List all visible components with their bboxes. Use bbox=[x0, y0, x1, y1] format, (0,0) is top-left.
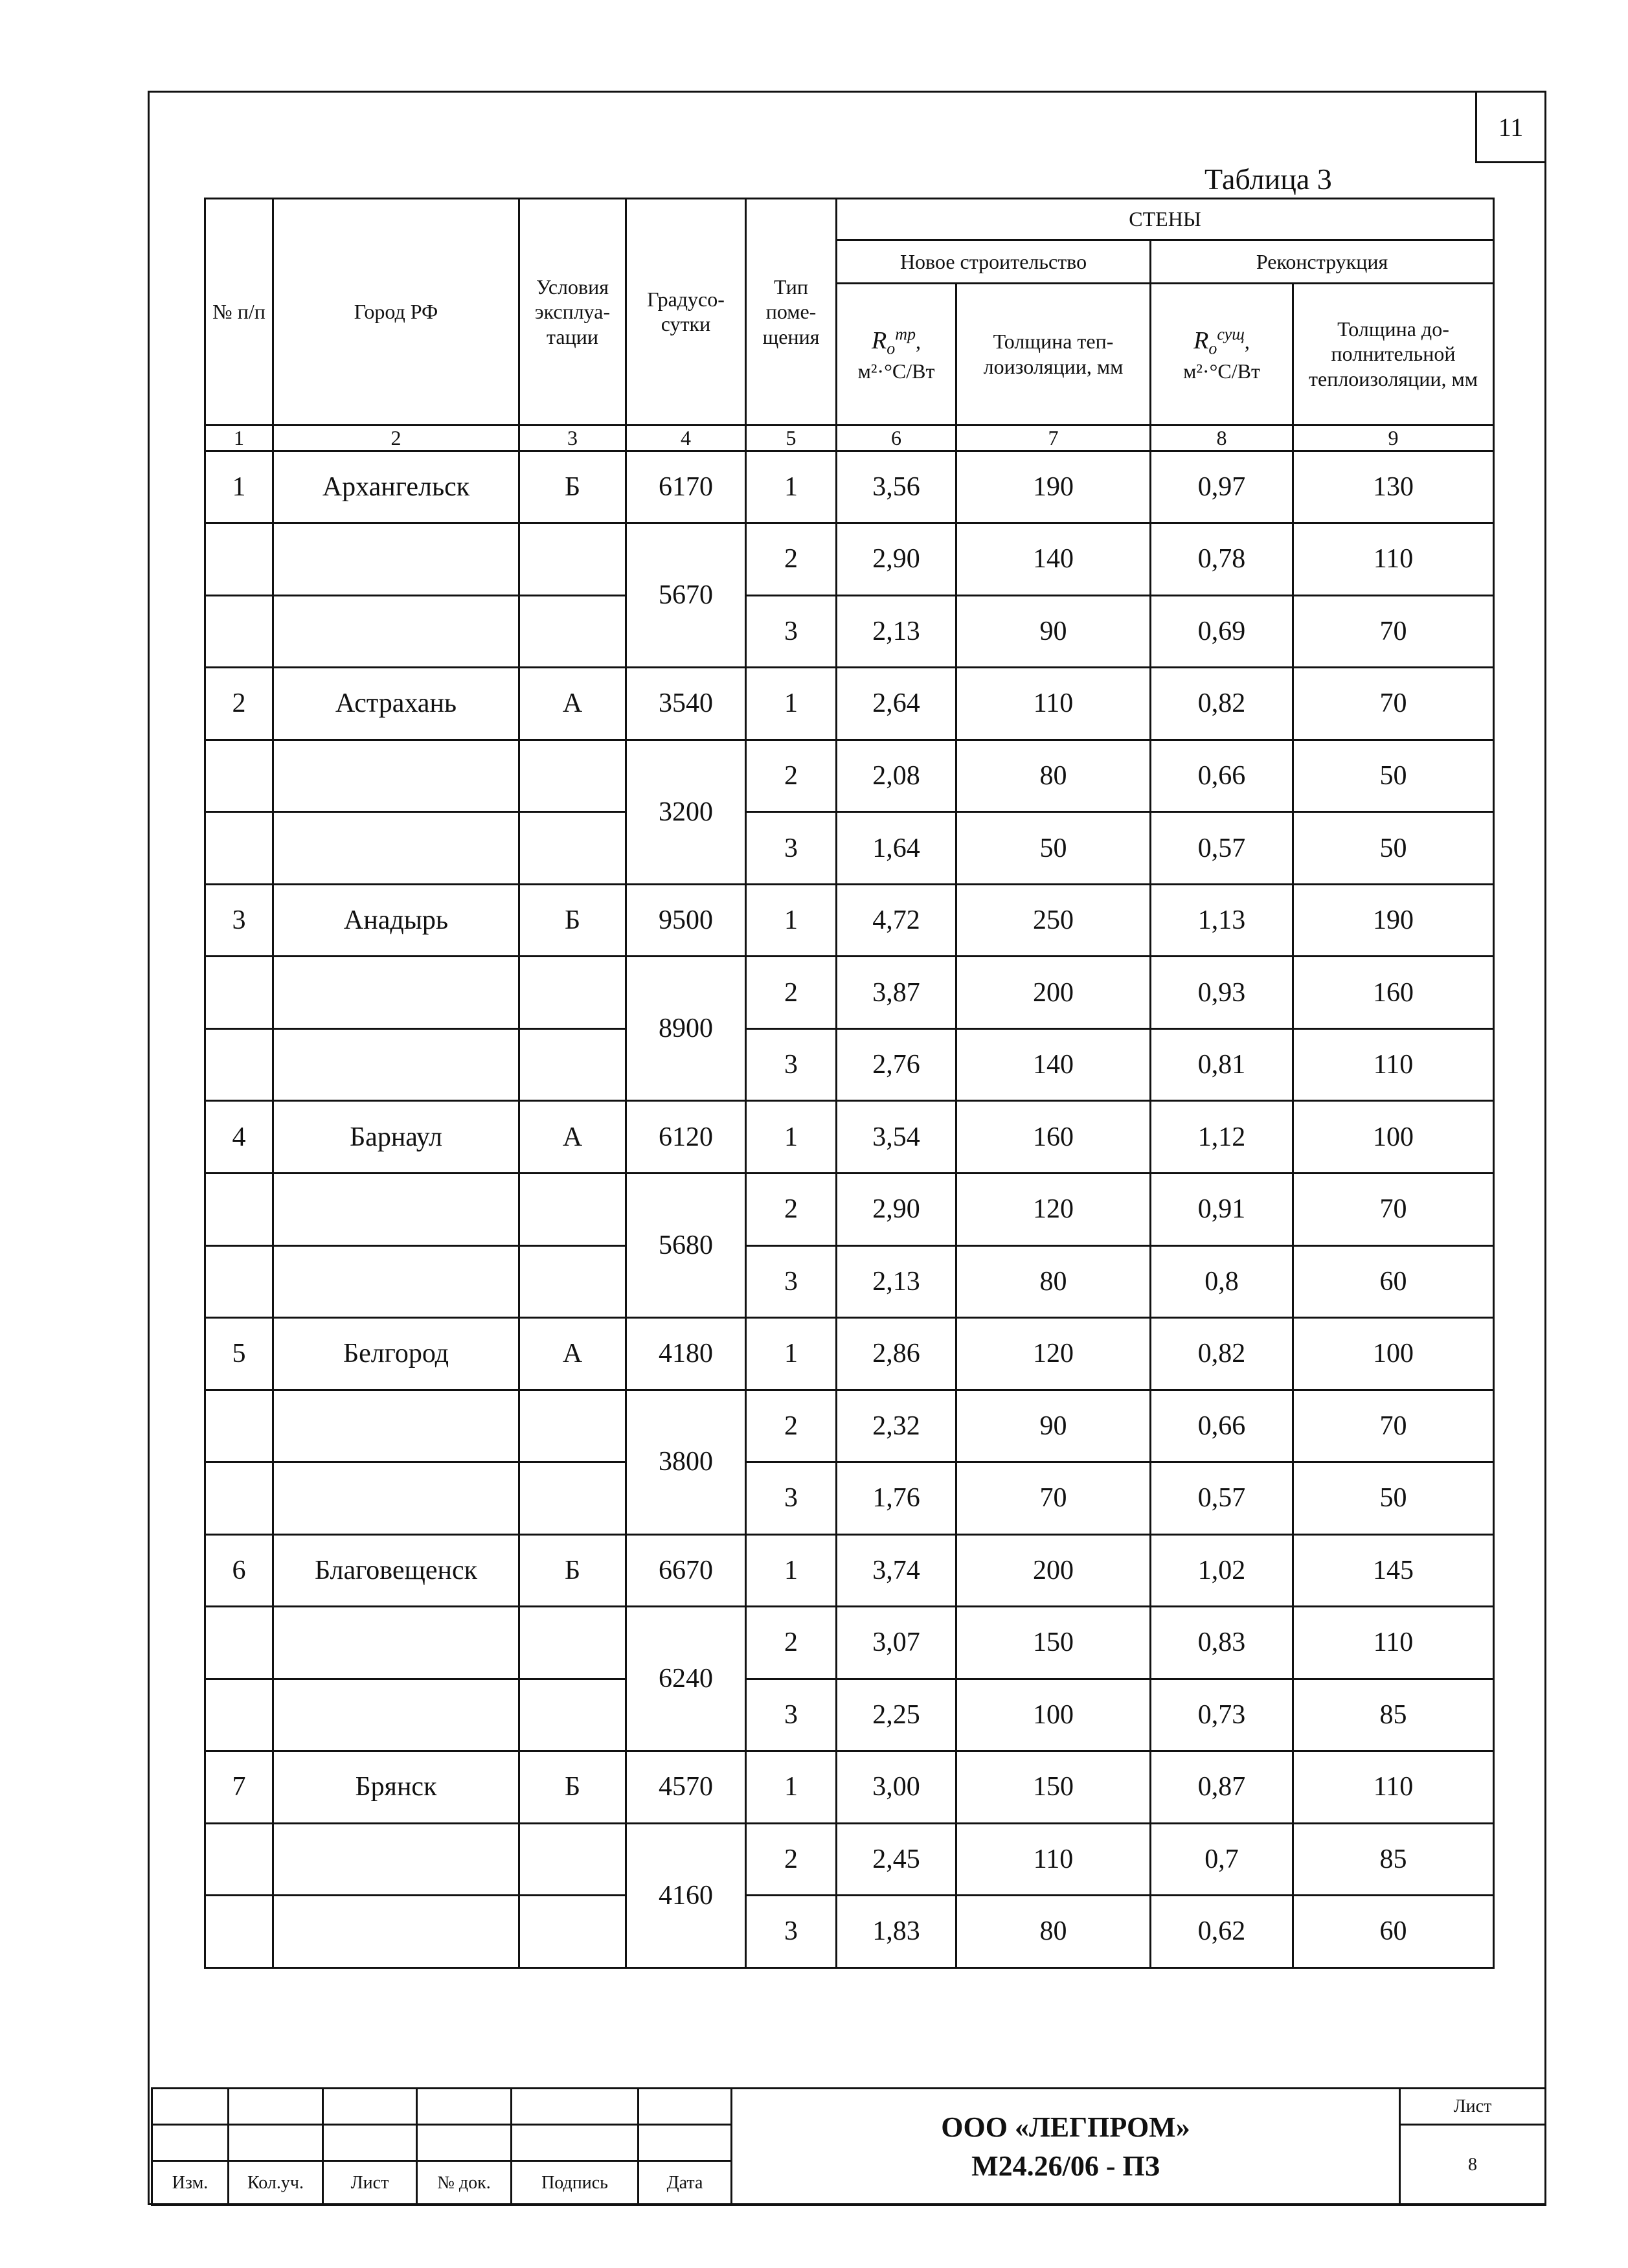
table-caption: Таблица 3 bbox=[1204, 163, 1332, 196]
header-city: Город РФ bbox=[273, 199, 519, 425]
stamp-col-doc: № док. bbox=[417, 2161, 512, 2205]
additional-insulation: 50 bbox=[1293, 1462, 1494, 1535]
empty-cell bbox=[205, 1679, 273, 1751]
empty-cell bbox=[273, 812, 519, 885]
degree-days: 4160 bbox=[626, 1823, 746, 1967]
r-required-value: 3,00 bbox=[837, 1751, 956, 1824]
table-row bbox=[205, 957, 1494, 1029]
empty-cell bbox=[205, 957, 273, 1029]
r-existing-value: 0,82 bbox=[1151, 668, 1293, 740]
room-type: 2 bbox=[746, 957, 837, 1029]
additional-insulation: 110 bbox=[1293, 1028, 1494, 1101]
additional-insulation: 70 bbox=[1293, 668, 1494, 740]
degree-days: 3200 bbox=[626, 740, 746, 884]
empty-cell bbox=[205, 1028, 273, 1101]
city-name: Астрахань bbox=[273, 668, 519, 740]
r-existing-value: 0,7 bbox=[1151, 1823, 1293, 1896]
table-row bbox=[205, 1028, 1494, 1101]
table-row bbox=[205, 1173, 1494, 1245]
r-required-value: 3,54 bbox=[837, 1101, 956, 1174]
city-number: 4 bbox=[205, 1101, 273, 1174]
empty-cell bbox=[519, 1028, 626, 1101]
col-number: 4 bbox=[626, 425, 746, 451]
empty-cell bbox=[273, 1173, 519, 1245]
r-existing-value: 0,8 bbox=[1151, 1245, 1293, 1318]
r-required-value: 3,74 bbox=[837, 1534, 956, 1607]
header-thickness-new: Толщина теп-лоизоляции, мм bbox=[956, 283, 1151, 425]
empty-cell bbox=[205, 740, 273, 812]
additional-insulation: 110 bbox=[1293, 523, 1494, 596]
r-required-value: 3,87 bbox=[837, 957, 956, 1029]
empty-cell bbox=[519, 595, 626, 668]
r-required-value: 4,72 bbox=[837, 884, 956, 957]
empty-cell bbox=[205, 595, 273, 668]
col-number: 8 bbox=[1151, 425, 1293, 451]
operating-conditions: А bbox=[519, 1318, 626, 1390]
r-existing-value: 1,13 bbox=[1151, 884, 1293, 957]
header-conditions: Условия эксплуа-тации bbox=[519, 199, 626, 425]
table-row bbox=[205, 1751, 1494, 1824]
document-code: М24.26/06 - ПЗ bbox=[971, 2149, 1160, 2182]
list-number: 8 bbox=[1400, 2125, 1546, 2205]
city-number: 6 bbox=[205, 1534, 273, 1607]
city-number: 5 bbox=[205, 1318, 273, 1390]
empty-cell bbox=[519, 1245, 626, 1318]
room-type: 2 bbox=[746, 1607, 837, 1679]
room-type: 2 bbox=[746, 1823, 837, 1896]
city-number: 2 bbox=[205, 668, 273, 740]
operating-conditions: Б bbox=[519, 1751, 626, 1824]
r-existing-value: 0,69 bbox=[1151, 595, 1293, 668]
additional-insulation: 110 bbox=[1293, 1751, 1494, 1824]
empty-cell bbox=[273, 1679, 519, 1751]
empty-cell bbox=[273, 1245, 519, 1318]
r-existing-value: 0,78 bbox=[1151, 523, 1293, 596]
table-row bbox=[205, 1245, 1494, 1318]
additional-insulation: 145 bbox=[1293, 1534, 1494, 1607]
table-row bbox=[205, 1896, 1494, 1968]
r-required-value: 2,32 bbox=[837, 1390, 956, 1462]
additional-insulation: 60 bbox=[1293, 1896, 1494, 1968]
table-row bbox=[205, 740, 1494, 812]
empty-cell bbox=[519, 1823, 626, 1896]
city-name: Брянск bbox=[273, 1751, 519, 1824]
header-room-type: Тип поме-щения bbox=[746, 199, 837, 425]
insulation-thickness: 110 bbox=[956, 668, 1151, 740]
col-number: 6 bbox=[837, 425, 956, 451]
room-type: 1 bbox=[746, 1101, 837, 1174]
empty-cell bbox=[519, 1390, 626, 1462]
stamp-col-date: Дата bbox=[639, 2161, 732, 2205]
room-type: 1 bbox=[746, 1751, 837, 1824]
r-existing-value: 1,02 bbox=[1151, 1534, 1293, 1607]
r-required-value: 3,56 bbox=[837, 451, 956, 523]
empty-cell bbox=[273, 1390, 519, 1462]
empty-cell bbox=[273, 1607, 519, 1679]
walls-table bbox=[204, 198, 1495, 1969]
insulation-thickness: 80 bbox=[956, 1245, 1151, 1318]
r-required-value: 2,13 bbox=[837, 595, 956, 668]
degree-days: 4180 bbox=[626, 1318, 746, 1390]
empty-cell bbox=[519, 1679, 626, 1751]
additional-insulation: 50 bbox=[1293, 740, 1494, 812]
room-type: 3 bbox=[746, 595, 837, 668]
city-name: Белгород bbox=[273, 1318, 519, 1390]
col-number: 3 bbox=[519, 425, 626, 451]
r-existing-value: 0,87 bbox=[1151, 1751, 1293, 1824]
room-type: 1 bbox=[746, 668, 837, 740]
header-walls: СТЕНЫ bbox=[837, 199, 1494, 240]
insulation-thickness: 140 bbox=[956, 1028, 1151, 1101]
insulation-thickness: 110 bbox=[956, 1823, 1151, 1896]
stamp-col-kol: Кол.уч. bbox=[229, 2161, 323, 2205]
table-row bbox=[205, 595, 1494, 668]
r-required-value: 1,64 bbox=[837, 812, 956, 885]
room-type: 2 bbox=[746, 1390, 837, 1462]
organization-name: ООО «ЛЕГПРОМ» bbox=[941, 2111, 1190, 2144]
r-existing-value: 0,93 bbox=[1151, 957, 1293, 1029]
list-label: Лист bbox=[1400, 2089, 1546, 2125]
insulation-thickness: 250 bbox=[956, 884, 1151, 957]
r-existing-value: 0,66 bbox=[1151, 1390, 1293, 1462]
operating-conditions: Б bbox=[519, 884, 626, 957]
operating-conditions: А bbox=[519, 1101, 626, 1174]
degree-days: 6240 bbox=[626, 1607, 746, 1751]
additional-insulation: 110 bbox=[1293, 1607, 1494, 1679]
r-existing-value: 1,12 bbox=[1151, 1101, 1293, 1174]
insulation-thickness: 120 bbox=[956, 1318, 1151, 1390]
table-row bbox=[205, 812, 1494, 885]
r-required-value: 2,08 bbox=[837, 740, 956, 812]
r-required-value: 2,25 bbox=[837, 1679, 956, 1751]
room-type: 3 bbox=[746, 1462, 837, 1535]
room-type: 3 bbox=[746, 1679, 837, 1751]
empty-cell bbox=[519, 1462, 626, 1535]
stamp-col-izm: Изм. bbox=[152, 2161, 229, 2205]
empty-cell bbox=[519, 1607, 626, 1679]
header-reconstruction: Реконструкция bbox=[1151, 240, 1494, 283]
r-required-value: 2,13 bbox=[837, 1245, 956, 1318]
additional-insulation: 130 bbox=[1293, 451, 1494, 523]
additional-insulation: 50 bbox=[1293, 812, 1494, 885]
insulation-thickness: 150 bbox=[956, 1607, 1151, 1679]
additional-insulation: 70 bbox=[1293, 595, 1494, 668]
empty-cell bbox=[519, 957, 626, 1029]
room-type: 3 bbox=[746, 812, 837, 885]
empty-cell bbox=[273, 740, 519, 812]
r-existing-value: 0,81 bbox=[1151, 1028, 1293, 1101]
r-existing-value: 0,57 bbox=[1151, 1462, 1293, 1535]
additional-insulation: 190 bbox=[1293, 884, 1494, 957]
insulation-thickness: 70 bbox=[956, 1462, 1151, 1535]
city-name: Благовещенск bbox=[273, 1534, 519, 1607]
degree-days: 5670 bbox=[626, 523, 746, 668]
r-required-value: 1,83 bbox=[837, 1896, 956, 1968]
header-new-construction: Новое строительство bbox=[837, 240, 1151, 283]
insulation-thickness: 80 bbox=[956, 740, 1151, 812]
col-number: 5 bbox=[746, 425, 837, 451]
header-degree-days: Градусо-сутки bbox=[626, 199, 746, 425]
empty-cell bbox=[273, 1823, 519, 1896]
r-required-value: 3,07 bbox=[837, 1607, 956, 1679]
room-type: 2 bbox=[746, 740, 837, 812]
r-existing-value: 0,91 bbox=[1151, 1173, 1293, 1245]
degree-days: 6120 bbox=[626, 1101, 746, 1174]
table-row bbox=[205, 1534, 1494, 1607]
empty-cell bbox=[273, 1462, 519, 1535]
degree-days: 5680 bbox=[626, 1173, 746, 1317]
additional-insulation: 100 bbox=[1293, 1101, 1494, 1174]
r-existing-value: 0,83 bbox=[1151, 1607, 1293, 1679]
city-name: Архангельск bbox=[273, 451, 519, 523]
room-type: 1 bbox=[746, 1318, 837, 1390]
header-num: № п/п bbox=[205, 199, 273, 425]
r-existing-value: 0,62 bbox=[1151, 1896, 1293, 1968]
r-existing-value: 0,57 bbox=[1151, 812, 1293, 885]
sheet-number: 11 bbox=[1475, 91, 1546, 163]
col-number: 1 bbox=[205, 425, 273, 451]
header-thickness-add: Толщина до-полнительной теплоизоляции, мм bbox=[1293, 283, 1494, 425]
insulation-thickness: 80 bbox=[956, 1896, 1151, 1968]
stamp-col-sign: Подпись bbox=[512, 2161, 639, 2205]
degree-days: 3540 bbox=[626, 668, 746, 740]
empty-cell bbox=[519, 812, 626, 885]
col-number: 2 bbox=[273, 425, 519, 451]
table-row bbox=[205, 1462, 1494, 1535]
empty-cell bbox=[273, 1028, 519, 1101]
table-row bbox=[205, 523, 1494, 596]
empty-cell bbox=[205, 523, 273, 596]
insulation-thickness: 120 bbox=[956, 1173, 1151, 1245]
additional-insulation: 60 bbox=[1293, 1245, 1494, 1318]
additional-insulation: 85 bbox=[1293, 1679, 1494, 1751]
r-required-value: 2,86 bbox=[837, 1318, 956, 1390]
empty-cell bbox=[519, 1173, 626, 1245]
stamp-col-list: Лист bbox=[323, 2161, 417, 2205]
city-name: Анадырь bbox=[273, 884, 519, 957]
room-type: 3 bbox=[746, 1896, 837, 1968]
insulation-thickness: 100 bbox=[956, 1679, 1151, 1751]
r-required-value: 2,90 bbox=[837, 1173, 956, 1245]
room-type: 1 bbox=[746, 1534, 837, 1607]
degree-days: 8900 bbox=[626, 957, 746, 1101]
empty-cell bbox=[205, 1390, 273, 1462]
city-number: 7 bbox=[205, 1751, 273, 1824]
operating-conditions: Б bbox=[519, 451, 626, 523]
r-required-value: 2,64 bbox=[837, 668, 956, 740]
additional-insulation: 100 bbox=[1293, 1318, 1494, 1390]
table-row bbox=[205, 451, 1494, 523]
empty-cell bbox=[273, 1896, 519, 1968]
empty-cell bbox=[205, 1896, 273, 1968]
empty-cell bbox=[273, 523, 519, 596]
empty-cell bbox=[273, 957, 519, 1029]
insulation-thickness: 200 bbox=[956, 1534, 1151, 1607]
degree-days: 6170 bbox=[626, 451, 746, 523]
insulation-thickness: 160 bbox=[956, 1101, 1151, 1174]
header-r-required: $R_o^{тр}$, м²·°C/Вт bbox=[837, 283, 956, 425]
degree-days: 3800 bbox=[626, 1390, 746, 1534]
city-number: 3 bbox=[205, 884, 273, 957]
additional-insulation: 70 bbox=[1293, 1390, 1494, 1462]
table-row bbox=[205, 1607, 1494, 1679]
additional-insulation: 85 bbox=[1293, 1823, 1494, 1896]
room-type: 3 bbox=[746, 1028, 837, 1101]
title-block bbox=[151, 2087, 1546, 2206]
r-existing-value: 0,82 bbox=[1151, 1318, 1293, 1390]
room-type: 3 bbox=[746, 1245, 837, 1318]
table-row bbox=[205, 668, 1494, 740]
additional-insulation: 160 bbox=[1293, 957, 1494, 1029]
r-required-value: 2,90 bbox=[837, 523, 956, 596]
header-r-existing: $R_o^{сущ}$, м²·°C/Вт bbox=[1151, 283, 1293, 425]
col-number: 9 bbox=[1293, 425, 1494, 451]
insulation-thickness: 190 bbox=[956, 451, 1151, 523]
insulation-thickness: 140 bbox=[956, 523, 1151, 596]
table-row bbox=[205, 1823, 1494, 1896]
empty-cell bbox=[205, 1173, 273, 1245]
degree-days: 9500 bbox=[626, 884, 746, 957]
empty-cell bbox=[519, 523, 626, 596]
insulation-thickness: 90 bbox=[956, 595, 1151, 668]
room-type: 1 bbox=[746, 884, 837, 957]
insulation-thickness: 50 bbox=[956, 812, 1151, 885]
empty-cell bbox=[205, 1823, 273, 1896]
empty-cell bbox=[273, 595, 519, 668]
r-required-value: 1,76 bbox=[837, 1462, 956, 1535]
empty-cell bbox=[205, 1607, 273, 1679]
city-name: Барнаул bbox=[273, 1101, 519, 1174]
table-row bbox=[205, 1318, 1494, 1390]
room-type: 2 bbox=[746, 523, 837, 596]
organization-block bbox=[732, 2089, 1400, 2205]
empty-cell bbox=[519, 1896, 626, 1968]
operating-conditions: А bbox=[519, 668, 626, 740]
insulation-thickness: 150 bbox=[956, 1751, 1151, 1824]
empty-cell bbox=[205, 1245, 273, 1318]
city-number: 1 bbox=[205, 451, 273, 523]
insulation-thickness: 200 bbox=[956, 957, 1151, 1029]
additional-insulation: 70 bbox=[1293, 1173, 1494, 1245]
r-required-value: 2,45 bbox=[837, 1823, 956, 1896]
col-number: 7 bbox=[956, 425, 1151, 451]
r-existing-value: 0,73 bbox=[1151, 1679, 1293, 1751]
room-type: 2 bbox=[746, 1173, 837, 1245]
r-required-value: 2,76 bbox=[837, 1028, 956, 1101]
table-row bbox=[205, 1679, 1494, 1751]
degree-days: 4570 bbox=[626, 1751, 746, 1824]
empty-cell bbox=[519, 740, 626, 812]
degree-days: 6670 bbox=[626, 1534, 746, 1607]
insulation-thickness: 90 bbox=[956, 1390, 1151, 1462]
table-row bbox=[205, 884, 1494, 957]
r-existing-value: 0,97 bbox=[1151, 451, 1293, 523]
operating-conditions: Б bbox=[519, 1534, 626, 1607]
empty-cell bbox=[205, 1462, 273, 1535]
empty-cell bbox=[205, 812, 273, 885]
r-existing-value: 0,66 bbox=[1151, 740, 1293, 812]
room-type: 1 bbox=[746, 451, 837, 523]
table-row bbox=[205, 1101, 1494, 1174]
table-row bbox=[205, 1390, 1494, 1462]
